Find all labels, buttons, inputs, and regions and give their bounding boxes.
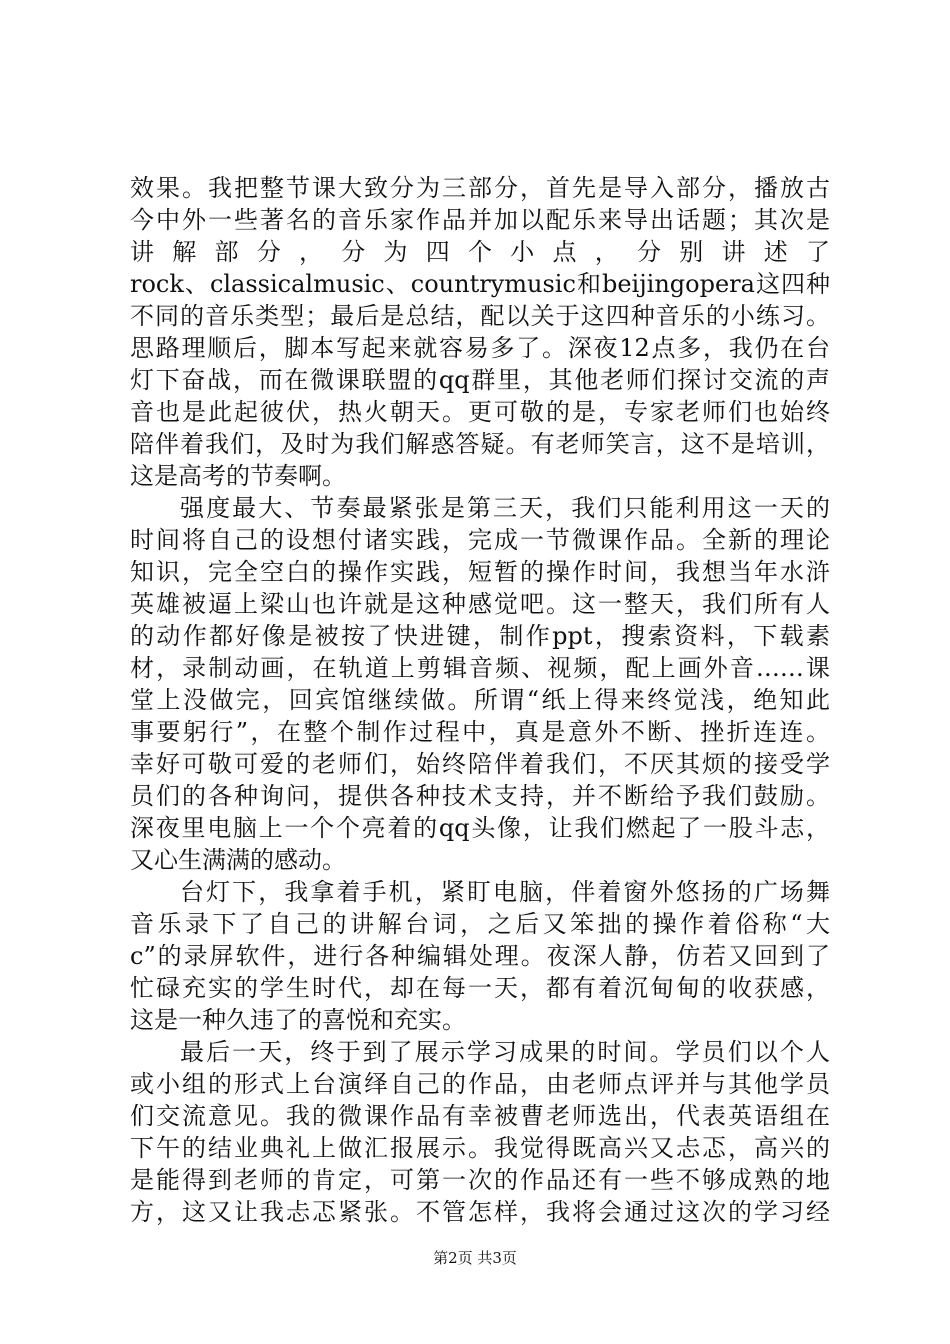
text-line: 方，这又让我忐忑紧张。不管怎样，我将会通过这次的学习经 bbox=[130, 1198, 830, 1226]
text-line: c”的录屏软件，进行各种编辑处理。夜深人静，仿若又回到了 bbox=[130, 942, 830, 970]
text-line: 讲 解 部 分 ， 分 为 四 个 小 点 ， 分 别 讲 述 了 bbox=[130, 238, 830, 266]
text-line: 灯下奋战，而在微课联盟的qq群里，其他老师们探讨交流的声 bbox=[130, 366, 830, 394]
text-line: 这是高考的节奏啊。 bbox=[130, 462, 346, 490]
text-line: 幸好可敬可爱的老师们，始终陪伴着我们，不厌其烦的接受学 bbox=[130, 750, 830, 778]
paragraph-start-line: 最后一天，终于到了展示学习成果的时间。学员们以个人 bbox=[180, 1038, 830, 1066]
text-line: 英雄被逼上梁山也许就是这种感觉吧。这一整天，我们所有人 bbox=[130, 590, 830, 618]
text-line: 不同的音乐类型；最后是总结，配以关于这四种音乐的小练习。 bbox=[130, 302, 830, 330]
text-line: 忙碌充实的学生时代，却在每一天，都有着沉甸甸的收获感， bbox=[130, 974, 830, 1002]
text-line: 音也是此起彼伏，热火朝天。更可敬的是，专家老师们也始终 bbox=[130, 398, 830, 426]
text-line: 堂上没做完，回宾馆继续做。所谓“纸上得来终觉浅，绝知此 bbox=[130, 686, 830, 714]
text-line: 时间将自己的设想付诸实践，完成一节微课作品。全新的理论 bbox=[130, 526, 830, 554]
text-line: 下午的结业典礼上做汇报展示。我觉得既高兴又忐忑，高兴的 bbox=[130, 1134, 830, 1162]
text-line: 知识，完全空白的操作实践，短暂的操作时间，我想当年水浒 bbox=[130, 558, 830, 586]
document-body bbox=[130, 172, 830, 1228]
text-line: 材，录制动画，在轨道上剪辑音频、视频，配上画外音……课 bbox=[130, 654, 830, 682]
paragraph-start-line: 强度最大、节奏最紧张是第三天，我们只能利用这一天的 bbox=[180, 494, 830, 522]
text-line: 效果。我把整节课大致分为三部分，首先是导入部分，播放古 bbox=[130, 174, 830, 202]
text-line: 又心生满满的感动。 bbox=[130, 846, 346, 874]
text-line: 思路理顺后，脚本写起来就容易多了。深夜12点多，我仍在台 bbox=[130, 334, 830, 362]
text-line: 是能得到老师的肯定，可第一次的作品还有一些不够成熟的地 bbox=[130, 1166, 830, 1194]
text-line: 或小组的形式上台演绎自己的作品，由老师点评并与其他学员 bbox=[130, 1070, 830, 1098]
text-line: rock、classicalmusic、countrymusic和beijingopera这四种 bbox=[130, 270, 830, 298]
text-line: 陪伴着我们，及时为我们解惑答疑。有老师笑言，这不是培训， bbox=[130, 430, 830, 458]
text-line: 音乐录下了自己的讲解台词，之后又笨拙的操作着俗称“大 bbox=[130, 910, 830, 938]
text-line: 的动作都好像是被按了快进键，制作ppt，搜索资料，下载素 bbox=[130, 622, 830, 650]
text-line: 深夜里电脑上一个个亮着的qq头像，让我们燃起了一股斗志， bbox=[130, 814, 830, 842]
text-line: 这是一种久违了的喜悦和充实。 bbox=[130, 1006, 466, 1034]
text-line: 们交流意见。我的微课作品有幸被曹老师选出，代表英语组在 bbox=[130, 1102, 830, 1130]
paragraph-start-line: 台灯下，我拿着手机，紧盯电脑，伴着窗外悠扬的广场舞 bbox=[180, 878, 830, 906]
text-line: 事要躬行”，在整个制作过程中，真是意外不断、挫折连连。 bbox=[130, 718, 830, 746]
text-line: 今中外一些著名的音乐家作品并加以配乐来导出话题；其次是 bbox=[130, 206, 830, 234]
page-number-footer: 第2页 共3页 bbox=[433, 1249, 517, 1267]
text-line: 员们的各种询问，提供各种技术支持，并不断给予我们鼓励。 bbox=[130, 782, 830, 810]
